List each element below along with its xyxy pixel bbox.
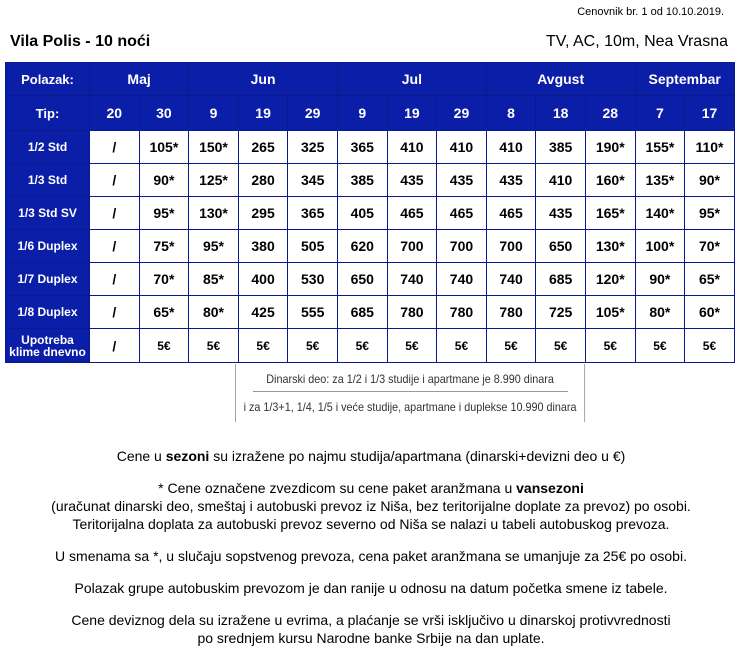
price-cell: 325 [288, 131, 338, 164]
note-season [0, 447, 742, 465]
price-cell: 400 [238, 263, 288, 296]
date-header: 29 [288, 96, 338, 131]
price-cell: 160* [585, 164, 635, 197]
price-cell: 620 [337, 230, 387, 263]
table-row [6, 197, 735, 230]
price-cell: 165* [585, 197, 635, 230]
price-cell: 780 [437, 296, 487, 329]
price-cell: 380 [238, 230, 288, 263]
price-cell: 405 [337, 197, 387, 230]
price-cell: / [90, 131, 140, 164]
date-header: 8 [486, 96, 536, 131]
month-header: Jul [337, 63, 486, 96]
ac-price-cell: 5€ [486, 329, 536, 363]
table-row [6, 296, 735, 329]
date-header: 9 [189, 96, 239, 131]
price-cell: 70* [685, 230, 735, 263]
price-cell: 685 [536, 263, 586, 296]
ac-label-line2: klime dnevno [9, 344, 86, 359]
price-cell: / [90, 197, 140, 230]
price-cell: 105* [139, 131, 189, 164]
date-header: 7 [635, 96, 685, 131]
price-cell: 65* [139, 296, 189, 329]
price-cell: 410 [387, 131, 437, 164]
date-header: 28 [585, 96, 635, 131]
price-cell: 70* [139, 263, 189, 296]
note-star [0, 479, 742, 497]
dinar-note-line2: i za 1/3+1, 1/4, 1/5 i veće studije, apartmane i duplekse 10.990 dinara [243, 400, 577, 414]
price-cell: 190* [585, 131, 635, 164]
table-row [6, 230, 735, 263]
month-header: Jun [189, 63, 338, 96]
price-cell: 555 [288, 296, 338, 329]
note-star-pre: * Cene označene zvezdicom su cene paket aranžmana u [158, 480, 517, 496]
ac-price-cell: 5€ [387, 329, 437, 363]
room-type-label: 1/2 Std [6, 131, 90, 164]
room-type-label: 1/3 Std SV [6, 197, 90, 230]
price-cell: 130* [585, 230, 635, 263]
notes-section [0, 447, 742, 647]
price-cell: 530 [288, 263, 338, 296]
ac-usage-label [6, 329, 90, 363]
price-cell: 410 [486, 131, 536, 164]
room-type-label: 1/3 Std [6, 164, 90, 197]
price-cell: 365 [337, 131, 387, 164]
document-number: Cenovnik br. 1 od 10.10.2019. [577, 6, 724, 18]
room-type-label: 1/8 Duplex [6, 296, 90, 329]
price-cell: 60* [685, 296, 735, 329]
price-cell: 150* [189, 131, 239, 164]
price-cell: 650 [337, 263, 387, 296]
price-cell: 385 [536, 131, 586, 164]
price-cell: 345 [288, 164, 338, 197]
price-cell: 90* [635, 263, 685, 296]
ac-price-cell: 5€ [238, 329, 288, 363]
ac-usage-row [6, 329, 735, 363]
month-header: Avgust [486, 63, 635, 96]
departure-label: Polazak: [6, 63, 90, 96]
price-cell: 130* [189, 197, 239, 230]
price-cell: 425 [238, 296, 288, 329]
price-cell: 295 [238, 197, 288, 230]
price-cell: 105* [585, 296, 635, 329]
table-row [6, 263, 735, 296]
price-cell: 85* [189, 263, 239, 296]
ac-price-cell: 5€ [139, 329, 189, 363]
room-type-label: 1/7 Duplex [6, 263, 90, 296]
month-header: Maj [90, 63, 189, 96]
price-cell: 135* [635, 164, 685, 197]
date-header: 18 [536, 96, 586, 131]
date-header: 17 [685, 96, 735, 131]
price-cell: 700 [387, 230, 437, 263]
price-cell: 780 [387, 296, 437, 329]
note-currency-line2: po srednjem kursu Narodne banke Srbije na dan uplate. [197, 630, 545, 646]
price-cell: 740 [437, 263, 487, 296]
price-cell: 100* [635, 230, 685, 263]
dinar-note-box [235, 364, 585, 422]
price-cell: 95* [189, 230, 239, 263]
date-header: 19 [238, 96, 288, 131]
price-cell: 700 [437, 230, 487, 263]
ac-price-cell: / [90, 329, 140, 363]
price-cell: 685 [337, 296, 387, 329]
price-cell: 125* [189, 164, 239, 197]
price-cell: / [90, 263, 140, 296]
date-header: 20 [90, 96, 140, 131]
ac-label-line1: Upotreba [21, 332, 74, 347]
price-cell: 65* [685, 263, 735, 296]
price-cell: 465 [437, 197, 487, 230]
price-cell: 80* [189, 296, 239, 329]
table-row [6, 164, 735, 197]
price-cell: 80* [635, 296, 685, 329]
date-header: 30 [139, 96, 189, 131]
note-departure: Polazak grupe autobuskim prevozom je dan ranije u odnosu na datum početka smene iz tabele. [74, 580, 668, 596]
price-cell: 435 [437, 164, 487, 197]
price-cell: 75* [139, 230, 189, 263]
price-table [5, 62, 735, 363]
ac-price-cell: 5€ [635, 329, 685, 363]
ac-price-cell: 5€ [437, 329, 487, 363]
price-cell: 365 [288, 197, 338, 230]
price-cell: 505 [288, 230, 338, 263]
price-cell: 90* [139, 164, 189, 197]
amenities-text: TV, AC, 10m, Nea Vrasna [545, 33, 728, 50]
price-cell: 700 [486, 230, 536, 263]
price-cell: 90* [685, 164, 735, 197]
ac-price-cell: 5€ [536, 329, 586, 363]
ac-price-cell: 5€ [337, 329, 387, 363]
dates-header-row [6, 96, 735, 131]
ac-price-cell: 5€ [585, 329, 635, 363]
page-title: Vila Polis - 10 noći [10, 33, 151, 50]
price-cell: 410 [437, 131, 487, 164]
note-currency-line1: Cene deviznog dela su izražene u evrima, a plaćanje se vrši isključivo u dinarskoj protivvrednosti [71, 612, 671, 628]
note-season-bold: sezoni [165, 448, 210, 464]
price-cell: / [90, 164, 140, 197]
month-header: Septembar [635, 63, 734, 96]
price-cell: 280 [238, 164, 288, 197]
price-cell: 740 [387, 263, 437, 296]
room-type-label: 1/6 Duplex [6, 230, 90, 263]
price-cell: 465 [387, 197, 437, 230]
dinar-note-line1: Dinarski deo: za 1/2 i 1/3 studije i apartmane je 8.990 dinara [253, 364, 568, 392]
price-cell: / [90, 230, 140, 263]
price-cell: 465 [486, 197, 536, 230]
note-own-transport: U smenama sa *, u slučaju sopstvenog prevoza, cena paket aranžmana se umanjuje za 25€ po osobi. [55, 548, 687, 564]
price-cell: / [90, 296, 140, 329]
ac-price-cell: 5€ [685, 329, 735, 363]
note-season-post: su izražene po najmu studija/apartmana (dinarski+devizni deo u €) [209, 448, 626, 464]
ac-price-cell: 5€ [189, 329, 239, 363]
note-season-pre: Cene u [116, 448, 166, 464]
price-cell: 435 [536, 197, 586, 230]
price-cell: 385 [337, 164, 387, 197]
note-star-line2: (uračunat dinarski deo, smeštaj i autobuski prevoz iz Niša, bez teritorijalne doplate za prevoz) po osobi. [51, 498, 691, 514]
price-cell: 95* [139, 197, 189, 230]
type-label: Tip: [6, 96, 90, 131]
price-cell: 265 [238, 131, 288, 164]
price-cell: 435 [486, 164, 536, 197]
price-cell: 725 [536, 296, 586, 329]
table-row [6, 131, 735, 164]
price-cell: 95* [685, 197, 735, 230]
price-cell: 435 [387, 164, 437, 197]
date-header: 9 [337, 96, 387, 131]
price-cell: 120* [585, 263, 635, 296]
months-header-row [6, 63, 735, 96]
date-header: 19 [387, 96, 437, 131]
note-star-line3: Teritorijalna doplata za autobuski prevoz severno od Niša se nalazi u tabeli autobuskog prevoza. [72, 516, 670, 532]
price-cell: 410 [536, 164, 586, 197]
price-cell: 110* [685, 131, 735, 164]
price-cell: 650 [536, 230, 586, 263]
note-star-bold: vansezoni [516, 480, 584, 496]
price-cell: 140* [635, 197, 685, 230]
price-cell: 155* [635, 131, 685, 164]
price-cell: 740 [486, 263, 536, 296]
date-header: 29 [437, 96, 487, 131]
ac-price-cell: 5€ [288, 329, 338, 363]
price-cell: 780 [486, 296, 536, 329]
